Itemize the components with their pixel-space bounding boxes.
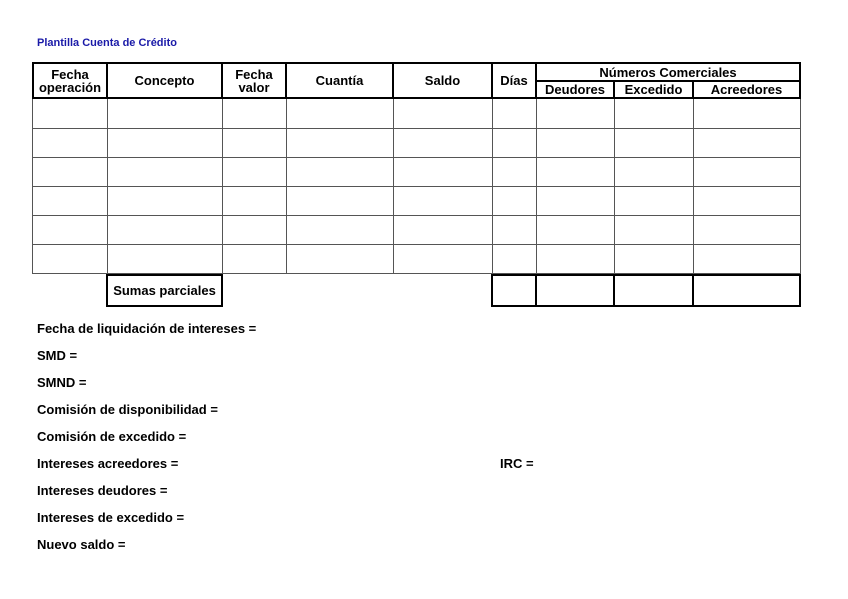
row-divider bbox=[32, 215, 801, 216]
col-border bbox=[536, 99, 537, 274]
totals-divider bbox=[692, 274, 694, 307]
totals-box bbox=[491, 274, 801, 307]
header-saldo: Saldo bbox=[424, 73, 461, 88]
smnd-line: SMND = bbox=[37, 375, 87, 390]
col-border bbox=[614, 99, 615, 274]
col-border bbox=[693, 99, 694, 274]
col-border bbox=[32, 99, 33, 274]
fecha-liquidacion-line: Fecha de liquidación de intereses = bbox=[37, 321, 257, 336]
col-border bbox=[222, 99, 223, 274]
page-title: Plantilla Cuenta de Crédito bbox=[37, 37, 177, 49]
intereses-acreedores-line: Intereses acreedores = bbox=[37, 456, 179, 471]
comision-disponibilidad-line: Comisión de disponibilidad = bbox=[37, 402, 218, 417]
header-fecha-valor: Fecha valor bbox=[235, 66, 273, 95]
col-border bbox=[800, 99, 801, 274]
col-border bbox=[107, 99, 108, 274]
header-concepto: Concepto bbox=[134, 73, 195, 88]
row-divider bbox=[32, 186, 801, 187]
col-border bbox=[286, 99, 287, 274]
header-deudores: Deudores bbox=[545, 82, 605, 97]
nuevo-saldo-line: Nuevo saldo = bbox=[37, 537, 126, 552]
totals-divider bbox=[613, 274, 615, 307]
header-excedido: Excedido bbox=[624, 82, 683, 97]
totals-divider bbox=[535, 274, 537, 307]
row-divider bbox=[32, 157, 801, 158]
header-dias: Días bbox=[500, 73, 528, 88]
header-acreedores: Acreedores bbox=[710, 82, 783, 97]
irc-line: IRC = bbox=[500, 456, 534, 471]
row-divider bbox=[32, 244, 801, 245]
header-fecha-operacion: Fecha operación bbox=[38, 66, 102, 95]
intereses-excedido-line: Intereses de excedido = bbox=[37, 510, 185, 525]
col-border bbox=[799, 62, 801, 99]
header-numeros-comerciales: Números Comerciales bbox=[599, 64, 737, 80]
row-divider bbox=[32, 128, 801, 129]
smd-line: SMD = bbox=[37, 348, 78, 363]
header-cuantia: Cuantía bbox=[315, 73, 364, 88]
header-bottom-border bbox=[32, 97, 801, 99]
comision-excedido-line: Comisión de excedido = bbox=[37, 429, 187, 444]
intereses-deudores-line: Intereses deudores = bbox=[37, 483, 168, 498]
sumas-parciales-label: Sumas parciales bbox=[113, 283, 216, 298]
col-border bbox=[393, 99, 394, 274]
col-border bbox=[492, 99, 493, 274]
